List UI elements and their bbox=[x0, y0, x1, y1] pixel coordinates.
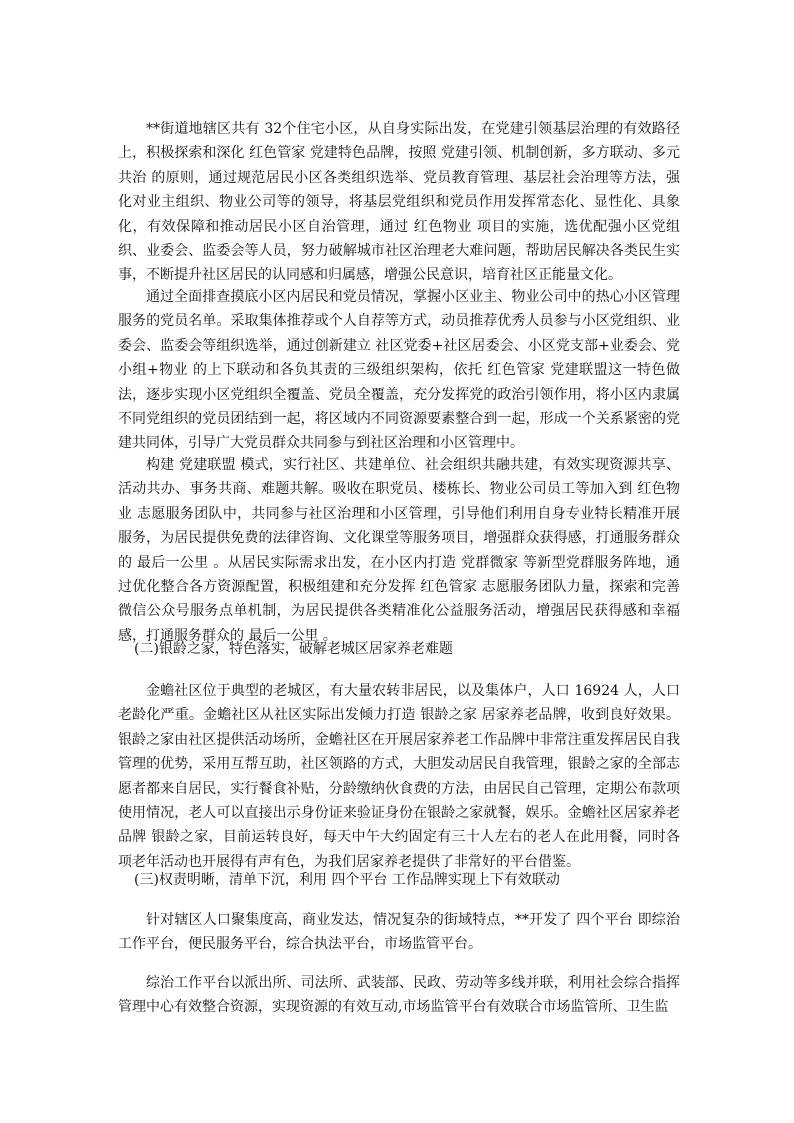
paragraph-2: 通过全面排查摸底小区内居民和党员情况，掌握小区业主、物业公司中的热心小区管理服务的党员名单。采取集体推荐或个人自荐等方式，动员推荐优秀人员参与小区党组织、业委会、监委会等组织选举，通过创新建立 社区党委+社区居委会、小区党支部+业委会、党小组+物业 的上下联动和各负其责的三级组织架构，依托 红色管家 党建联盟这一特色做法，逐步实现小区党组织全覆盖、党员全覆盖，充分发挥党的政治引领作用，将小区内隶属不同党组织的党员团结到一起，将区域内不同资源要素整合到一起，形成一个关系紧密的党建共同体，引导广大党员群众共同参与到社区治理和小区管理中。 bbox=[118, 289, 680, 452]
paragraph-3: 构建 党建联盟 模式，实行社区、共建单位、社会组织共融共建，有效实现资源共享、活动共办、事务共商、难题共解。吸收在职党员、楼栋长、物业公司员工等加入到 红色物业 志愿服务团队中，共同参与社区治理和小区管理，引导他们利用自身专业特长精准开展服务，为居民提供免费的法律咨询、文化课堂等服务项目，增强群众获得感，打通服务群众的 最后一公里 。从居民实际需求出发，在小区内打造 党群微家 等新型党群服务阵地，通过优化整合各方资源配置，积极组建和充分发挥 红色管家 志愿服务团队力量，探索和完善微信公众号服务点单机制，为居民提供各类精准化公益服务活动，增强居民获得感和幸福感，打通服务群众的 最后一公里 。 bbox=[118, 457, 680, 644]
paragraph-4: 金蟾社区位于典型的老城区，有大量农转非居民，以及集体户，人口 16924 人，人口老龄化严重。金蟾社区从社区实际出发倾力打造 银龄之家 居家养老品牌，收到良好效果。银龄之家由社区提供活动场所，金蟾社区在开展居家养老工作品牌中非常注重发挥居民自我管理的优势，采用互帮互助，社区领路的方式，大胆发动居民自我管理，银龄之家的全部志愿者都来自居民，实行餐食补贴，分龄缴纳伙食费的方法，由居民自己管理，定期公布款项使用情况，老人可以直接出示身份证来验证身份在银龄之家就餐，娱乐。金蟾社区居家养老品牌 银龄之家，目前运转良好，每天中午大约固定有三十人左右的老人在此用餐，同时各项老年活动也开展得有声有色，为我们居家养老提供了非常好的平台借鉴。 bbox=[118, 683, 680, 870]
section-heading-2: (二)银龄之家，特色落实，破解老城区居家养老难题 bbox=[134, 641, 453, 657]
paragraph-5: 针对辖区人口聚集度高，商业发达，情况复杂的街域特点，**开发了 四个平台 即综治工作平台，便民服务平台，综合执法平台，市场监管平台。 bbox=[118, 912, 680, 953]
paragraph-1: **街道地辖区共有 32个住宅小区，从自身实际出发，在党建引领基层治理的有效路径上，积极探索和深化 红色管家 党建特色品牌，按照 党建引领、机制创新，多方联动、多元共治 的原则，通过规范居民小区各类组织选举、党员教育管理、基层社会治理等方法，强化对业主组织、物业公司等的领导，将基层党组织和党员作用发挥常态化、显性化、具象化，有效保障和推动居民小区自治管理，通过 红色物业 项目的实施，选优配强小区党组织、业委会、监委会等人员，努力破解城市社区治理老大难问题，帮助居民解决各类民生实事，不断提升社区居民的认同感和归属感，增强公民意识，培育社区正能量文化。 bbox=[118, 121, 680, 284]
section-heading-3: (三)权责明晰，清单下沉，利用 四个平台 工作品牌实现上下有效联动 bbox=[134, 872, 560, 888]
paragraph-6: 综治工作平台以派出所、司法所、武装部、民政、劳动等多线并联，利用社会综合指挥管理中心有效整合资源，实现资源的有效互动,市场监管平台有效联合市场监管所、卫生监 bbox=[118, 975, 680, 1016]
